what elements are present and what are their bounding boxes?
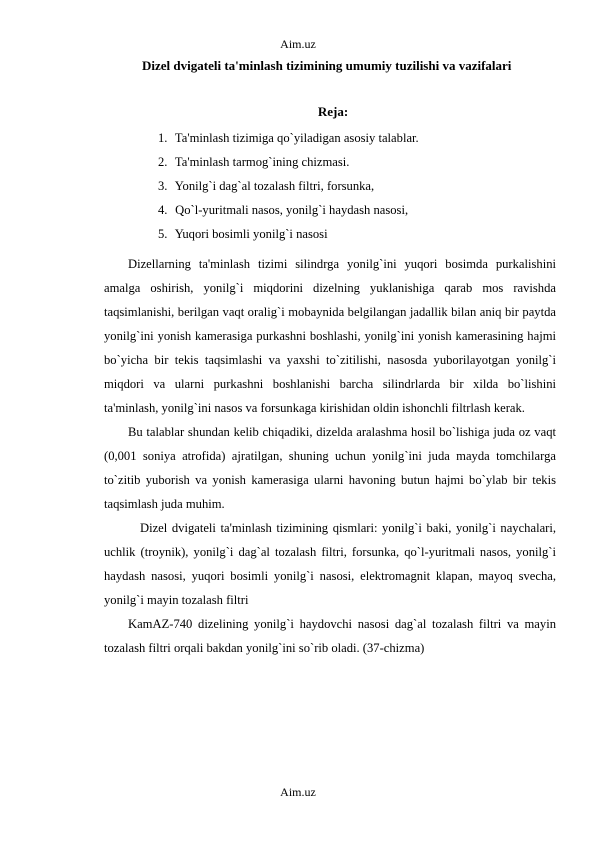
plan-item-text: Ta'minlash tarmog`ining chizmasi. [174,155,350,169]
plan-item [158,225,419,249]
plan-heading: Reja: [317,104,349,119]
plan-item-number: 3. [158,179,168,193]
paragraph: Dizel dvigateli ta'minlash tizimining qismlari: yonilg`i baki, yonilg`i naychalari, uchlik (troynik), yonilg`i dag`al tozalash filtri, forsunka, qo`l-yuritmali nasos, yonilg`i haydash nasosi, yuqori bosimli yonilg`i nasosi, elektromagnit klapan, mayoq svecha, yonilg`i mayin tozalash filtri [104,521,556,607]
plan-item [158,201,419,225]
plan-item [158,177,419,201]
plan-item-text: Ta'minlash tizimiga qo`yiladigan asosiy talablar. [174,131,419,145]
paragraph: KamAZ-740 dizelining yonilg`i haydovchi nasosi dag`al tozalash filtri va mayin tozalash filtri orqali bakdan yonilg`ini so`rib oladi. (37-chizma) [104,617,556,655]
plan-item [158,153,419,177]
plan-item-number: 5. [158,227,168,241]
page-header-site: Aim.uz [280,37,316,51]
plan-list [158,129,419,249]
plan-item-text: Yuqori bosimli yonilg`i nasosi [174,227,328,241]
body-text [104,252,556,660]
document-title-text: Dizel dvigateli ta'minlash tizimining umumiy tuzilishi va vazifalari [142,58,512,73]
page-footer-site: Aim.uz [280,785,316,799]
paragraph: Bu talablar shundan kelib chiqadiki, dizelda aralashma hosil bo`lishiga juda oz vaqt (0,001 soniya atrofida) ajratilgan, shuning uchun yonilg`ini juda mayda tomchilarga to`zitib yuborish va yonish kamerasiga ularni havoning butun hajmi bo`ylab bir tekis taqsimlash juda muhim. [104,425,556,511]
document-title [0,58,596,74]
plan-item-number: 4. [158,203,168,217]
plan-item [158,129,419,153]
plan-item-number: 2. [158,155,168,169]
paragraph: Dizellarning ta'minlash tizimi silindrga yonilg`ini yuqori bosimda purkalishini amalga oshirish, yonilg`i miqdorini dizelning yuklanishiga qarab mos ravishda taqsimlanishi, berilgan vaqt oralig`i mobaynida belgilangan jadallik bilan aniq bir paytda yonilg`ini yonish kamerasiga purkashni boshlashi, yonilg`ini yonish kamerasining hajmi bo`yicha bir tekis taqsimlashi va yaxshi to`zitilishi, nasosda yuborilayotgan yonilg`i miqdori va ularni purkashni boshlanishi barcha silindrlarda bir xilda bo`lishini ta'minlash, yonilg`ini nasos va forsunkaga kirishidan oldin ishonchli filtrlash kerak. [104,257,556,415]
plan-item-number: 1. [158,131,168,145]
plan-item-text: Yonilg`i dag`al tozalash filtri, forsunka, [174,179,375,193]
plan-item-text: Qo`l-yuritmali nasos, yonilg`i haydash nasosi, [175,203,409,217]
